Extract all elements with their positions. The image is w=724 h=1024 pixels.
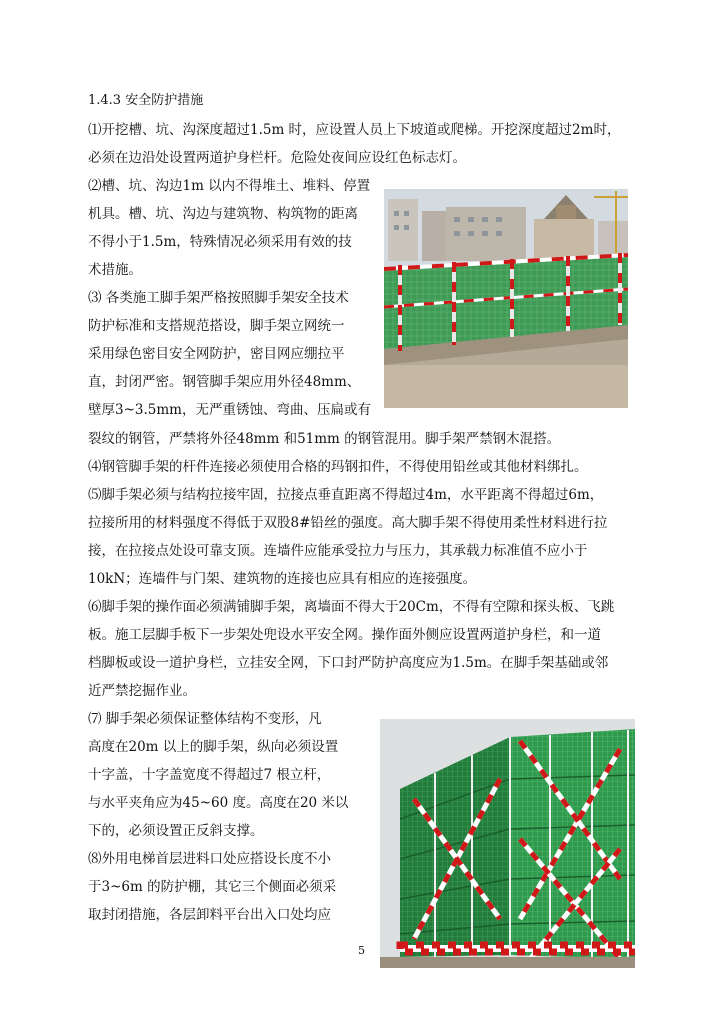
text-line: ⑻外用电梯首层进料口处应搭设长度不小 — [88, 851, 331, 867]
text-line: ⑸脚手架必须与结构拉接牢固，拉接点垂直距离不得超过4m，水平距离不得超过6m， — [88, 487, 604, 503]
text-line: 取封闭措施，各层卸料平台出入口处均应 — [88, 907, 331, 923]
page-number: 5 — [358, 944, 365, 957]
text-line: 术措施。 — [88, 262, 142, 278]
text-line: 机具。槽、坑、沟边与建筑物、构筑物的距离 — [88, 206, 358, 222]
text-line: ⑺ 脚手架必须保证整体结构不变形，凡 — [88, 711, 322, 727]
text-line: ⑴开挖槽、坑、沟深度超过1.5m 时，应设置人员上下坡道或爬梯。开挖深度超过2m时， — [88, 122, 621, 138]
text-line: 高度在20m 以上的脚手架，纵向必须设置 — [88, 739, 339, 755]
text-line: 壁厚3~3.5mm，无严重锈蚀、弯曲、压扁或有 — [88, 402, 371, 418]
text-line: 档脚板或设一道护身栏，立挂安全网，下口封严防护高度应为1.5m。在脚手架基础或邻 — [88, 655, 609, 671]
text-line: ⑷钢管脚手架的杆件连接必须使用合格的玛钢扣件，不得使用铅丝或其他材料绑扎。 — [88, 459, 588, 475]
text-line: 与水平夹角应为45~60 度。高度在20 米以 — [88, 795, 349, 811]
text-line: 不得小于1.5m，特殊情况必须采用有效的技 — [88, 234, 352, 250]
trench-fence-photo — [384, 189, 628, 408]
text-line: 板。施工层脚手板下一步架处兜设水平安全网。操作面外侧应设置两道护身栏，和一道 — [88, 627, 601, 643]
text-line: ⑵槽、坑、沟边1m 以内不得堆土、堆料、停置 — [88, 178, 371, 194]
text-line: 十字盖，十字盖宽度不得超过7 根立杆， — [88, 767, 331, 783]
text-line: 直，封闭严密。钢管脚手架应用外径48mm、 — [88, 374, 361, 390]
text-line: 防护标准和支搭规范搭设，脚手架立网统一 — [88, 318, 345, 334]
text-line: 拉接所用的材料强度不得低于双股8#铅丝的强度。高大脚手架不得使用柔性材料进行拉 — [88, 515, 608, 531]
text-line: 近严禁挖掘作业。 — [88, 683, 196, 699]
text-line: 10kN；连墙件与门架、建筑物的连接也应具有相应的连接强度。 — [88, 571, 477, 587]
text-line: ⑹脚手架的操作面必须满铺脚手架，离墙面不得大于20Cm，不得有空隙和探头板、飞跳 — [88, 599, 615, 615]
section-title: 1.4.3 安全防护措施 — [88, 93, 204, 108]
text-line: 接，在拉接点处设可靠支顶。连墙件应能承受拉力与压力，其承载力标准值不应小于 — [88, 543, 588, 559]
scaffold-photo — [380, 719, 635, 968]
text-line: 裂纹的钢管，严禁将外径48mm 和51mm 的钢管混用。脚手架严禁钢木混搭。 — [88, 431, 561, 447]
text-line: ⑶ 各类施工脚手架严格按照脚手架安全技术 — [88, 290, 349, 306]
text-line: 于3~6m 的防护棚，其它三个侧面必须采 — [88, 879, 337, 895]
text-line: 采用绿色密目安全网防护，密目网应绷拉平 — [88, 346, 345, 362]
text-line: 下的，必须设置正反斜支撑。 — [88, 823, 264, 839]
text-line: 必须在边沿处设置两道护身栏杆。危险处夜间应设红色标志灯。 — [88, 150, 466, 166]
